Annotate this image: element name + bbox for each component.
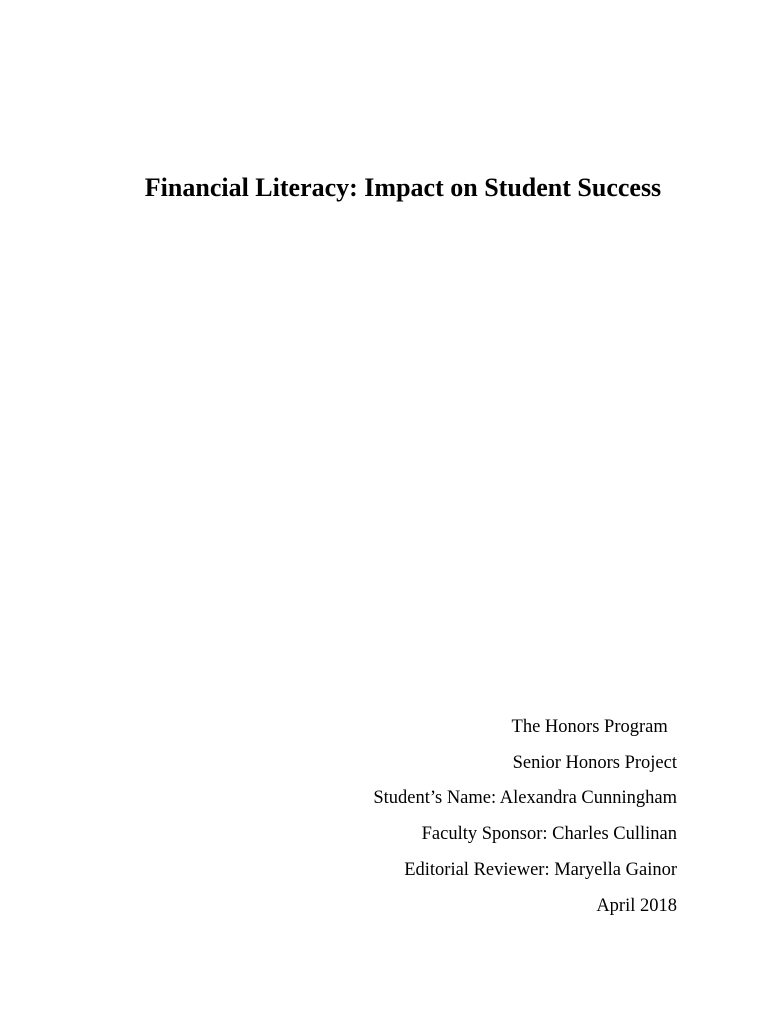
title-page-details	[373, 710, 677, 924]
document-date: April 2018	[596, 895, 677, 916]
faculty-sponsor: Faculty Sponsor: Charles Cullinan	[421, 824, 677, 845]
student-name: Student’s Name: Alexandra Cunningham	[373, 788, 677, 809]
project-type: Senior Honors Project	[512, 752, 677, 773]
editorial-reviewer: Editorial Reviewer: Maryella Gainor	[404, 859, 677, 880]
document-title: Financial Literacy: Impact on Student Success	[144, 173, 662, 202]
program-name: The Honors Program	[511, 717, 677, 737]
